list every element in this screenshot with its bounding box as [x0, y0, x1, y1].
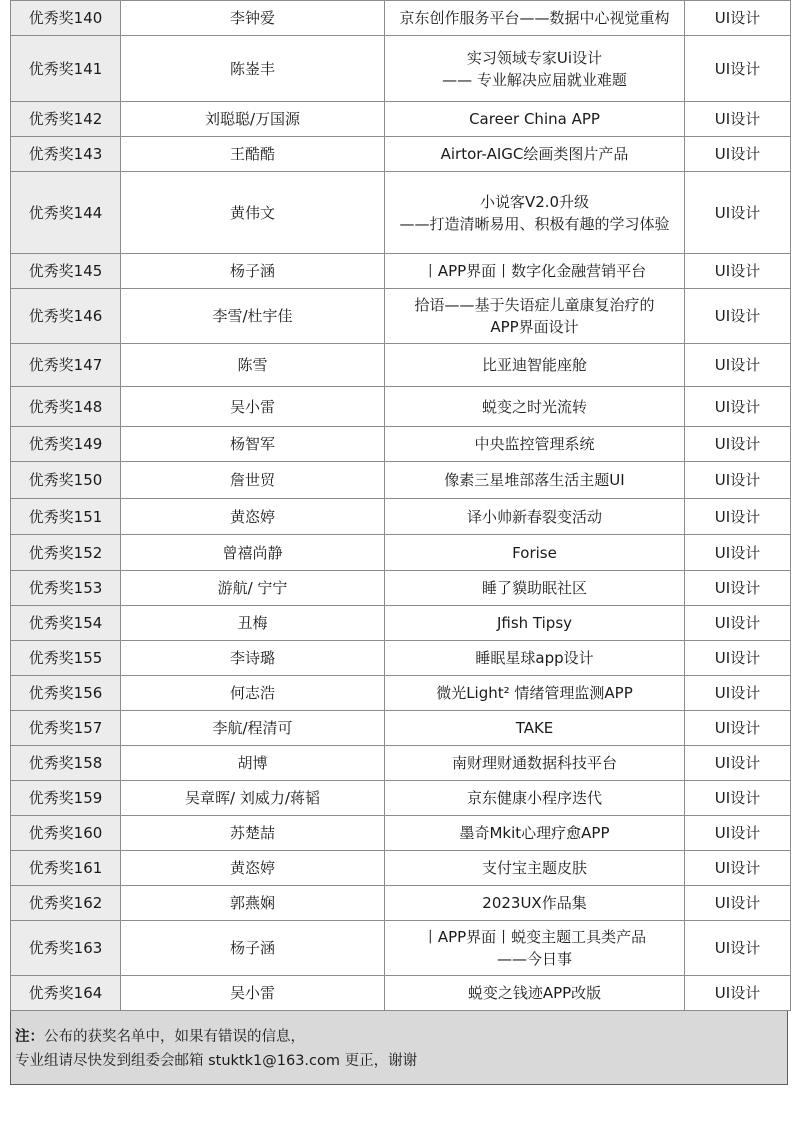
category-cell: UI设计 [685, 851, 791, 886]
award-cell: 优秀奖152 [11, 535, 121, 571]
award-cell: 优秀奖163 [11, 921, 121, 976]
work-cell: TAKE [385, 711, 685, 746]
work-cell: 京东健康小程序迭代 [385, 781, 685, 816]
footer-note [10, 1011, 788, 1085]
name-cell: 胡博 [121, 746, 385, 781]
category-cell: UI设计 [685, 886, 791, 921]
table-row [11, 387, 791, 427]
category-cell: UI设计 [685, 571, 791, 606]
category-cell: UI设计 [685, 36, 791, 102]
work-cell: 蜕变之钱迹APP改版 [385, 976, 685, 1011]
work-cell: 丨APP界面丨蜕变主题工具类产品 ——今日事 [385, 921, 685, 976]
work-cell: 睡了貘助眠社区 [385, 571, 685, 606]
category-cell: UI设计 [685, 137, 791, 172]
name-cell: 李航/程清可 [121, 711, 385, 746]
award-cell: 优秀奖141 [11, 36, 121, 102]
name-cell: 王酷酷 [121, 137, 385, 172]
category-cell: UI设计 [685, 102, 791, 137]
name-cell: 李雪/杜宇佳 [121, 289, 385, 344]
name-cell: 黄恣婷 [121, 499, 385, 535]
name-cell: 吴小雷 [121, 387, 385, 427]
award-cell: 优秀奖148 [11, 387, 121, 427]
category-cell: UI设计 [685, 746, 791, 781]
award-cell: 优秀奖157 [11, 711, 121, 746]
table-row [11, 535, 791, 571]
category-cell: UI设计 [685, 1, 791, 36]
name-cell: 吴章晖/ 刘威力/蒋韬 [121, 781, 385, 816]
award-cell: 优秀奖162 [11, 886, 121, 921]
award-cell: 优秀奖158 [11, 746, 121, 781]
work-cell: 2023UX作品集 [385, 886, 685, 921]
name-cell: 丑梅 [121, 606, 385, 641]
award-cell: 优秀奖156 [11, 676, 121, 711]
table-row [11, 1, 791, 36]
category-cell: UI设计 [685, 499, 791, 535]
category-cell: UI设计 [685, 462, 791, 499]
category-cell: UI设计 [685, 172, 791, 254]
note-text-1: 公布的获奖名单中，如果有错误的信息， [44, 1029, 305, 1045]
table-row [11, 851, 791, 886]
award-cell: 优秀奖146 [11, 289, 121, 344]
work-cell: 墨奇Mkit心理疗愈APP [385, 816, 685, 851]
table-row [11, 641, 791, 676]
award-cell: 优秀奖159 [11, 781, 121, 816]
award-cell: 优秀奖161 [11, 851, 121, 886]
category-cell: UI设计 [685, 387, 791, 427]
work-cell: 微光Light² 情绪管理监测APP [385, 676, 685, 711]
work-cell: 实习领域专家Ui设计 —— 专业解决应届就业难题 [385, 36, 685, 102]
note-line-1 [15, 1025, 787, 1049]
category-cell: UI设计 [685, 921, 791, 976]
table-row [11, 816, 791, 851]
category-cell: UI设计 [685, 427, 791, 462]
table-row [11, 781, 791, 816]
name-cell: 陈崟丰 [121, 36, 385, 102]
award-cell: 优秀奖160 [11, 816, 121, 851]
name-cell: 詹世贸 [121, 462, 385, 499]
name-cell: 杨智军 [121, 427, 385, 462]
name-cell: 游航/ 宁宁 [121, 571, 385, 606]
name-cell: 杨子涵 [121, 254, 385, 289]
award-cell: 优秀奖143 [11, 137, 121, 172]
work-cell: 像素三星堆部落生活主题UI [385, 462, 685, 499]
table-row [11, 499, 791, 535]
award-cell: 优秀奖140 [11, 1, 121, 36]
work-cell: Airtor-AIGC绘画类图片产品 [385, 137, 685, 172]
name-cell: 郭燕娴 [121, 886, 385, 921]
work-cell: Forise [385, 535, 685, 571]
category-cell: UI设计 [685, 781, 791, 816]
work-cell: 睡眠星球app设计 [385, 641, 685, 676]
table-row [11, 571, 791, 606]
name-cell: 黄伟文 [121, 172, 385, 254]
category-cell: UI设计 [685, 289, 791, 344]
name-cell: 何志浩 [121, 676, 385, 711]
table-row [11, 427, 791, 462]
award-cell: 优秀奖147 [11, 344, 121, 387]
award-cell: 优秀奖144 [11, 172, 121, 254]
work-cell: 比亚迪智能座舱 [385, 344, 685, 387]
award-cell: 优秀奖145 [11, 254, 121, 289]
table-row [11, 711, 791, 746]
award-cell: 优秀奖155 [11, 641, 121, 676]
note-line-2: 专业组请尽快发到组委会邮箱 stuktk1@163.com 更正，谢谢 [15, 1053, 418, 1069]
table-row [11, 172, 791, 254]
work-cell: 小说客V2.0升级 ——打造清晰易用、积极有趣的学习体验 [385, 172, 685, 254]
work-cell: Career China APP [385, 102, 685, 137]
table-row [11, 921, 791, 976]
category-cell: UI设计 [685, 606, 791, 641]
name-cell: 李钟爱 [121, 1, 385, 36]
award-cell: 优秀奖153 [11, 571, 121, 606]
work-cell: 京东创作服务平台——数据中心视觉重构 [385, 1, 685, 36]
award-cell: 优秀奖164 [11, 976, 121, 1011]
category-cell: UI设计 [685, 254, 791, 289]
note-label: 注： [15, 1029, 44, 1045]
award-cell: 优秀奖142 [11, 102, 121, 137]
category-cell: UI设计 [685, 676, 791, 711]
name-cell: 杨子涵 [121, 921, 385, 976]
table-row [11, 344, 791, 387]
work-cell: 中央监控管理系统 [385, 427, 685, 462]
category-cell: UI设计 [685, 535, 791, 571]
name-cell: 吴小雷 [121, 976, 385, 1011]
category-cell: UI设计 [685, 976, 791, 1011]
table-row [11, 746, 791, 781]
award-table-body [11, 1, 791, 1011]
name-cell: 苏楚喆 [121, 816, 385, 851]
table-row [11, 676, 791, 711]
table-row [11, 254, 791, 289]
table-row [11, 462, 791, 499]
category-cell: UI设计 [685, 711, 791, 746]
work-cell: 南财理财通数据科技平台 [385, 746, 685, 781]
table-row [11, 886, 791, 921]
work-cell: 支付宝主题皮肤 [385, 851, 685, 886]
table-row [11, 137, 791, 172]
name-cell: 刘聪聪/万国源 [121, 102, 385, 137]
work-cell: 蜕变之时光流转 [385, 387, 685, 427]
award-cell: 优秀奖151 [11, 499, 121, 535]
award-cell: 优秀奖154 [11, 606, 121, 641]
award-cell: 优秀奖150 [11, 462, 121, 499]
award-cell: 优秀奖149 [11, 427, 121, 462]
work-cell: 拾语——基于失语症儿童康复治疗的 APP界面设计 [385, 289, 685, 344]
work-cell: 译小帅新春裂变活动 [385, 499, 685, 535]
award-table [10, 0, 791, 1011]
name-cell: 曾禧尚静 [121, 535, 385, 571]
award-sheet [10, 0, 790, 1085]
work-cell: 丨APP界面丨数字化金融营销平台 [385, 254, 685, 289]
category-cell: UI设计 [685, 344, 791, 387]
work-cell: Jfish Tipsy [385, 606, 685, 641]
table-row [11, 606, 791, 641]
table-row [11, 102, 791, 137]
table-row [11, 36, 791, 102]
table-row [11, 976, 791, 1011]
name-cell: 李诗璐 [121, 641, 385, 676]
name-cell: 陈雪 [121, 344, 385, 387]
table-row [11, 289, 791, 344]
category-cell: UI设计 [685, 816, 791, 851]
category-cell: UI设计 [685, 641, 791, 676]
name-cell: 黄恣婷 [121, 851, 385, 886]
